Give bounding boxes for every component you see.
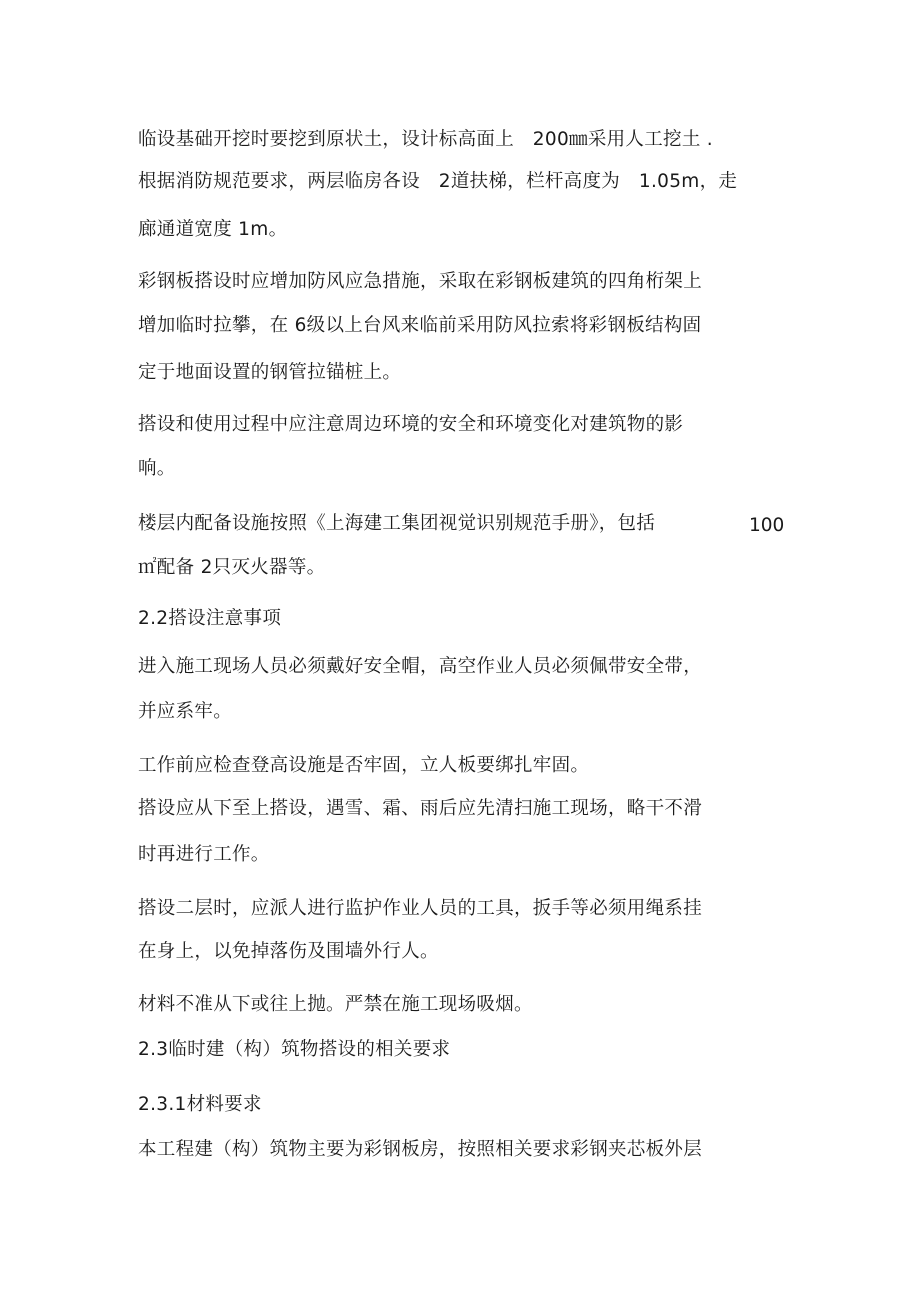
text-line: 增加临时拉攀，在 6级以上台风来临前采用防风拉索将彩钢板结构固 (138, 315, 702, 336)
text-line: 廊通道宽度 1m。 (138, 219, 288, 240)
text-line: 在身上，以免掉落伤及围墙外行人。 (138, 941, 439, 962)
text-line: 彩钢板搭设时应增加防风应急措施，采取在彩钢板建筑的四角桁架上 (138, 271, 703, 292)
text-line: 响。 (138, 458, 176, 479)
subsection-heading: 2.3.1材料要求 (138, 1094, 262, 1115)
text-line: 定于地面设置的钢管拉锚桩上。 (138, 362, 402, 383)
text-line: 根据消防规范要求，两层临房各设 2道扶梯，栏杆高度为 1.05m，走 (138, 171, 738, 192)
text-line: 搭设和使用过程中应注意周边环境的安全和环境变化对建筑物的影 (138, 414, 684, 435)
section-heading: 2.3临时建（构）筑物搭设的相关要求 (138, 1039, 451, 1060)
text-line: 本工程建（构）筑物主要为彩钢板房，按照相关要求彩钢夹芯板外层 (138, 1139, 703, 1160)
text-line: 搭设应从下至上搭设，遇雪、霜、雨后应先清扫施工现场，略干不滑 (138, 798, 703, 819)
section-heading: 2.2搭设注意事项 (138, 608, 282, 629)
text-line: 楼层内配备设施按照《上海建工集团视觉识别规范手册》，包括 (138, 513, 656, 534)
text-line: 时再进行工作。 (138, 844, 270, 865)
text-line: 并应系牢。 (138, 701, 233, 722)
text-line: ㎡配备 2只灭火器等。 (138, 557, 326, 578)
text-line: 工作前应检查登高设施是否牢固，立人板要绑扎牢固。 (138, 755, 590, 776)
text-line: 搭设二层时，应派人进行监护作业人员的工具，扳手等必须用绳系挂 (138, 898, 703, 919)
area-number: 100 (749, 515, 785, 536)
text-line: 临设基础开挖时要挖到原状土，设计标高面上 200㎜采用人工挖土 . (138, 129, 713, 150)
text-line: 进入施工现场人员必须戴好安全帽，高空作业人员必须佩带安全带， (138, 656, 703, 677)
text-line: 材料不准从下或往上抛。严禁在施工现场吸烟。 (138, 994, 533, 1015)
